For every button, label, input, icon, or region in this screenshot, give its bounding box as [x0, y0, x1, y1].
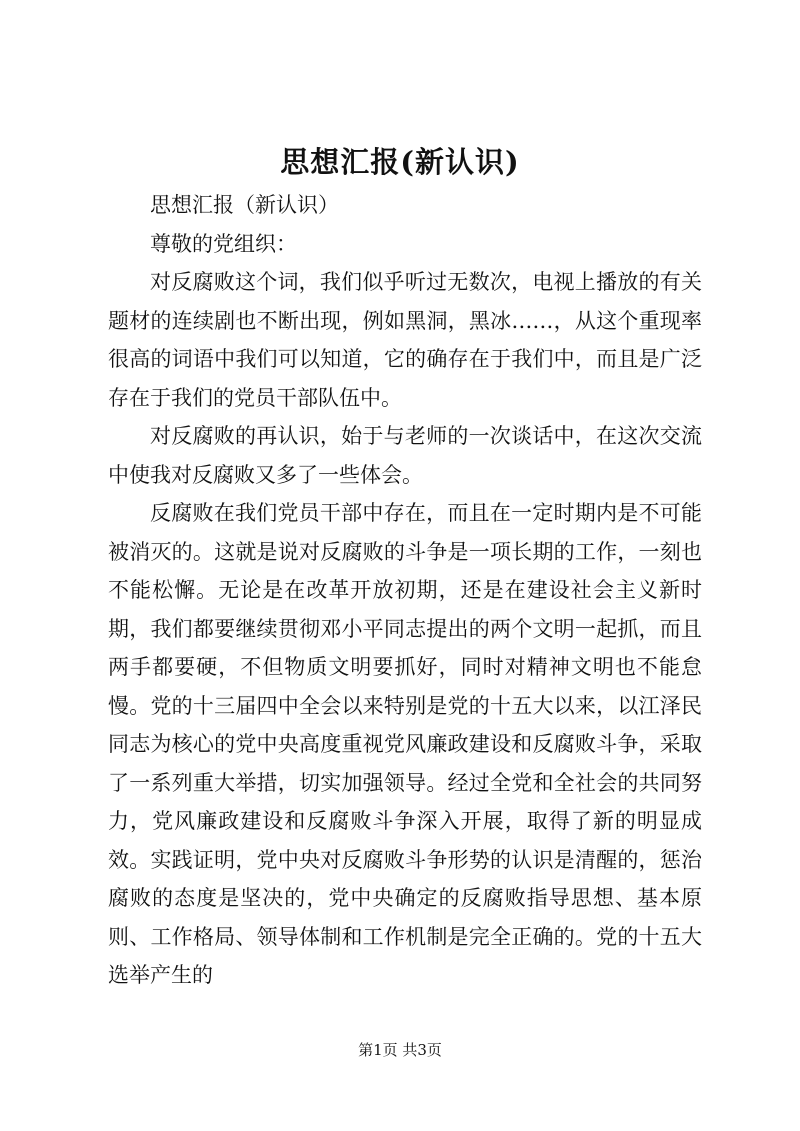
document-body: [108, 186, 702, 995]
page-footer: 第1页 共3页: [358, 1041, 442, 1059]
paragraph-3: 反腐败在我们党员干部中存在，而且在一定时期内是不可能被消灭的。这就是说对反腐败的斗争是一项长期的工作，一刻也不能松懈。无论是在改革开放初期，还是在建设社会主义新时期，我们都要继续贯彻邓小平同志提出的两个文明一起抓，而且两手都要硬，不但物质文明要抓好，同时对精神文明也不能怠慢。党的十三届四中全会以来特别是党的十五大以来，以江泽民同志为核心的党中央高度重视党风廉政建设和反腐败斗争，采取了一系列重大举措，切实加强领导。经过全党和全社会的共同努力，党风廉政建设和反腐败斗争深入开展，取得了新的明显成效。实践证明，党中央对反腐败斗争形势的认识是清醒的，惩治腐败的态度是坚决的，党中央确定的反腐败指导思想、基本原则、工作格局、领导体制和工作机制是完全正确的。党的十五大选举产生的: [108, 501, 702, 987]
paragraph-salutation: 尊敬的党组织：: [150, 231, 297, 256]
paragraph-subtitle: 思想汇报（新认识）: [150, 193, 339, 217]
paragraph-2: 对反腐败的再认识，始于与老师的一次谈话中，在这次交流中使我对反腐败又多了一些体会。: [108, 424, 702, 487]
paragraph-1: 对反腐败这个词，我们似乎听过无数次，电视上播放的有关题材的连续剧也不断出现，例如黑洞，黑冰……，从这个重现率很高的词语中我们可以知道，它的确存在于我们中，而且是广泛存在于我们的党员干部队伍中。: [108, 270, 702, 410]
document-title: 思想汇报(新认识): [280, 145, 520, 179]
